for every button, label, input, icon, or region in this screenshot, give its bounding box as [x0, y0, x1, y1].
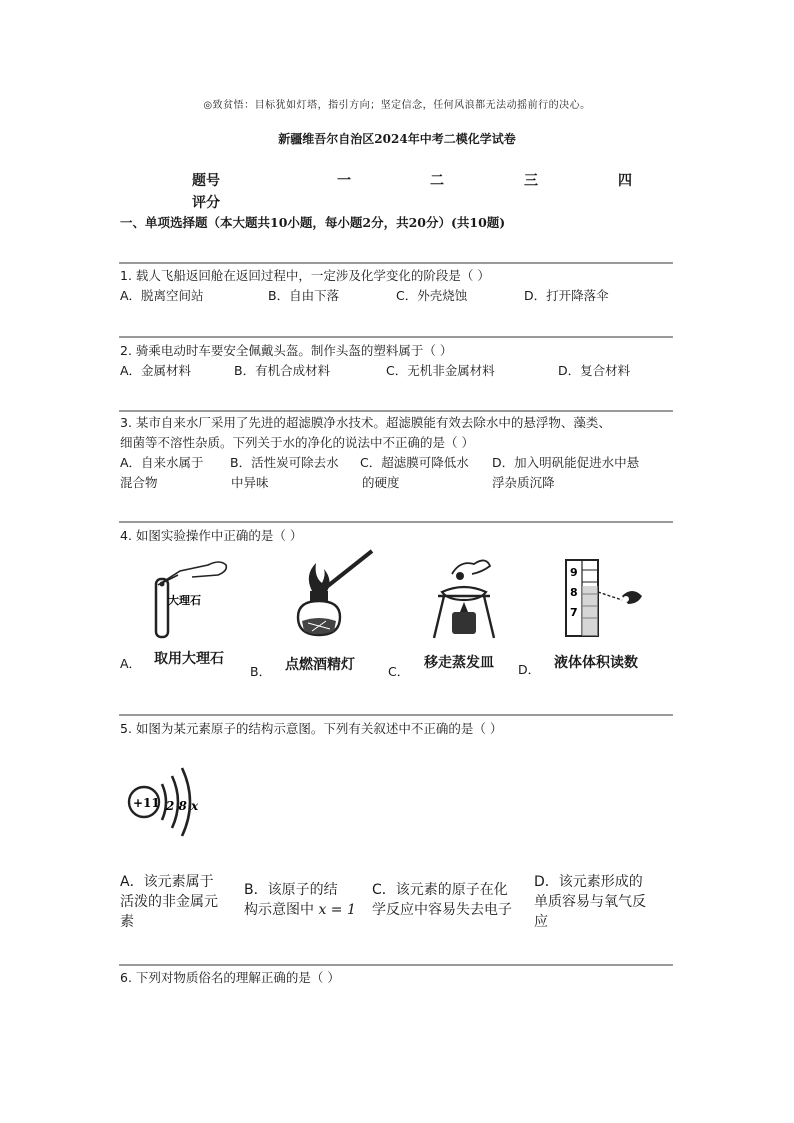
question-5-option-b[interactable]: B．该原子的结 构示意图中 x = 1 [244, 882, 356, 918]
question-3-stem-line-1: 3. 某市自来水厂采用了先进的超滤膜净水技术。超滤膜能有效去除水中的悬浮物、藻类、 [120, 415, 611, 430]
question-1-option-d[interactable]: D．打开降落伞 [524, 288, 609, 303]
formula-x-equals-1: x = 1 [318, 902, 356, 918]
question-1-option-c[interactable]: C．外壳烧蚀 [396, 288, 468, 303]
score-cell-4: 四 [618, 173, 632, 189]
question-2-option-a[interactable]: A．金属材料 [120, 363, 192, 378]
figure-d-caption: 液体体积读数 [554, 655, 638, 671]
question-3-option-a[interactable]: A．自来水属于 混合物 [120, 455, 204, 490]
question-5-stem: 5. 如图为某元素原子的结构示意图。下列有关叙述中不正确的是（ ） [120, 721, 503, 736]
section-heading: 一、单项选择题（本大题共10小题，每小题2分，共20分）(共10题) [120, 215, 506, 230]
divider [119, 964, 673, 966]
graduated-cylinder-figure [560, 556, 656, 642]
question-4-option-a[interactable]: A． [120, 656, 142, 671]
question-1-option-a[interactable]: A．脱离空间站 [120, 288, 204, 303]
question-1-stem: 1. 载人飞船返回舱在返回过程中，一定涉及化学变化的阶段是（ ） [120, 268, 490, 283]
divider [119, 262, 673, 264]
question-2-stem: 2. 骑乘电动时车要安全佩戴头盔。制作头盔的塑料属于（ ） [120, 343, 453, 358]
score-cell-3: 三 [524, 173, 538, 189]
figure-c-caption: 移走蒸发皿 [424, 655, 494, 671]
figure-b-caption: 点燃酒精灯 [285, 657, 355, 673]
divider [119, 410, 673, 412]
question-6-stem: 6. 下列对物质俗名的理解正确的是（ ） [120, 970, 340, 985]
question-3-stem-line-2: 细菌等不溶性杂质。下列关于水的净化的说法中不正确的是（ ） [120, 435, 474, 450]
score-table-header-row [192, 170, 652, 188]
question-5-option-c[interactable]: C．该元素的原子在化 学反应中容易失去电子 [372, 882, 512, 918]
tick-8: 8 [570, 586, 578, 599]
question-4-stem: 4. 如图实验操作中正确的是（ ） [120, 528, 303, 543]
question-5-option-d[interactable]: D．该元素形成的 单质容易与氧气反 应 [534, 874, 646, 930]
tick-7: 7 [570, 606, 578, 619]
marble-label: 大理石 [168, 594, 201, 607]
alcohol-lamp-figure [286, 545, 382, 643]
figure-a-caption: 取用大理石 [154, 651, 224, 667]
question-3-option-c[interactable]: C．超滤膜可降低水 的硬度 [360, 455, 469, 490]
divider [119, 336, 673, 338]
divider [119, 521, 673, 523]
question-4-option-b[interactable]: B． [250, 664, 272, 679]
page-motto: ◎致贫悟：目标犹如灯塔，指引方向；坚定信念，任何风浪都无法动摇前行的决心。 [203, 100, 591, 111]
question-4-option-c[interactable]: C． [388, 664, 410, 679]
evaporating-dish-figure [424, 552, 510, 644]
question-2-option-d[interactable]: D．复合材料 [558, 363, 631, 378]
question-2-option-c[interactable]: C．无机非金属材料 [386, 363, 495, 378]
question-3-option-b[interactable]: B．活性炭可除去水 中异味 [230, 455, 339, 490]
question-2-option-b[interactable]: B．有机合成材料 [234, 363, 331, 378]
score-table-score-label: 评分 [192, 195, 220, 211]
score-cell-2: 二 [430, 173, 444, 189]
divider [119, 714, 673, 716]
marble-test-tube-figure [148, 555, 238, 641]
tick-9: 9 [570, 566, 578, 579]
score-cell-1: 一 [337, 173, 351, 189]
question-1-option-b[interactable]: B．自由下落 [268, 288, 340, 303]
question-5-option-a[interactable]: A．该元素属于 活泼的非金属元 素 [120, 874, 218, 930]
question-3-option-d[interactable]: D．加入明矾能促进水中悬 浮杂质沉降 [492, 455, 640, 490]
exam-title: 新疆维吾尔自治区2024年中考二模化学试卷 [278, 132, 516, 146]
shell-electrons: 2 8 x [166, 799, 199, 813]
question-4-option-d[interactable]: D． [518, 662, 541, 677]
atom-structure-diagram [124, 764, 214, 844]
score-cell-label: 题号 [192, 173, 220, 189]
nucleus-charge: +11 [133, 796, 160, 810]
